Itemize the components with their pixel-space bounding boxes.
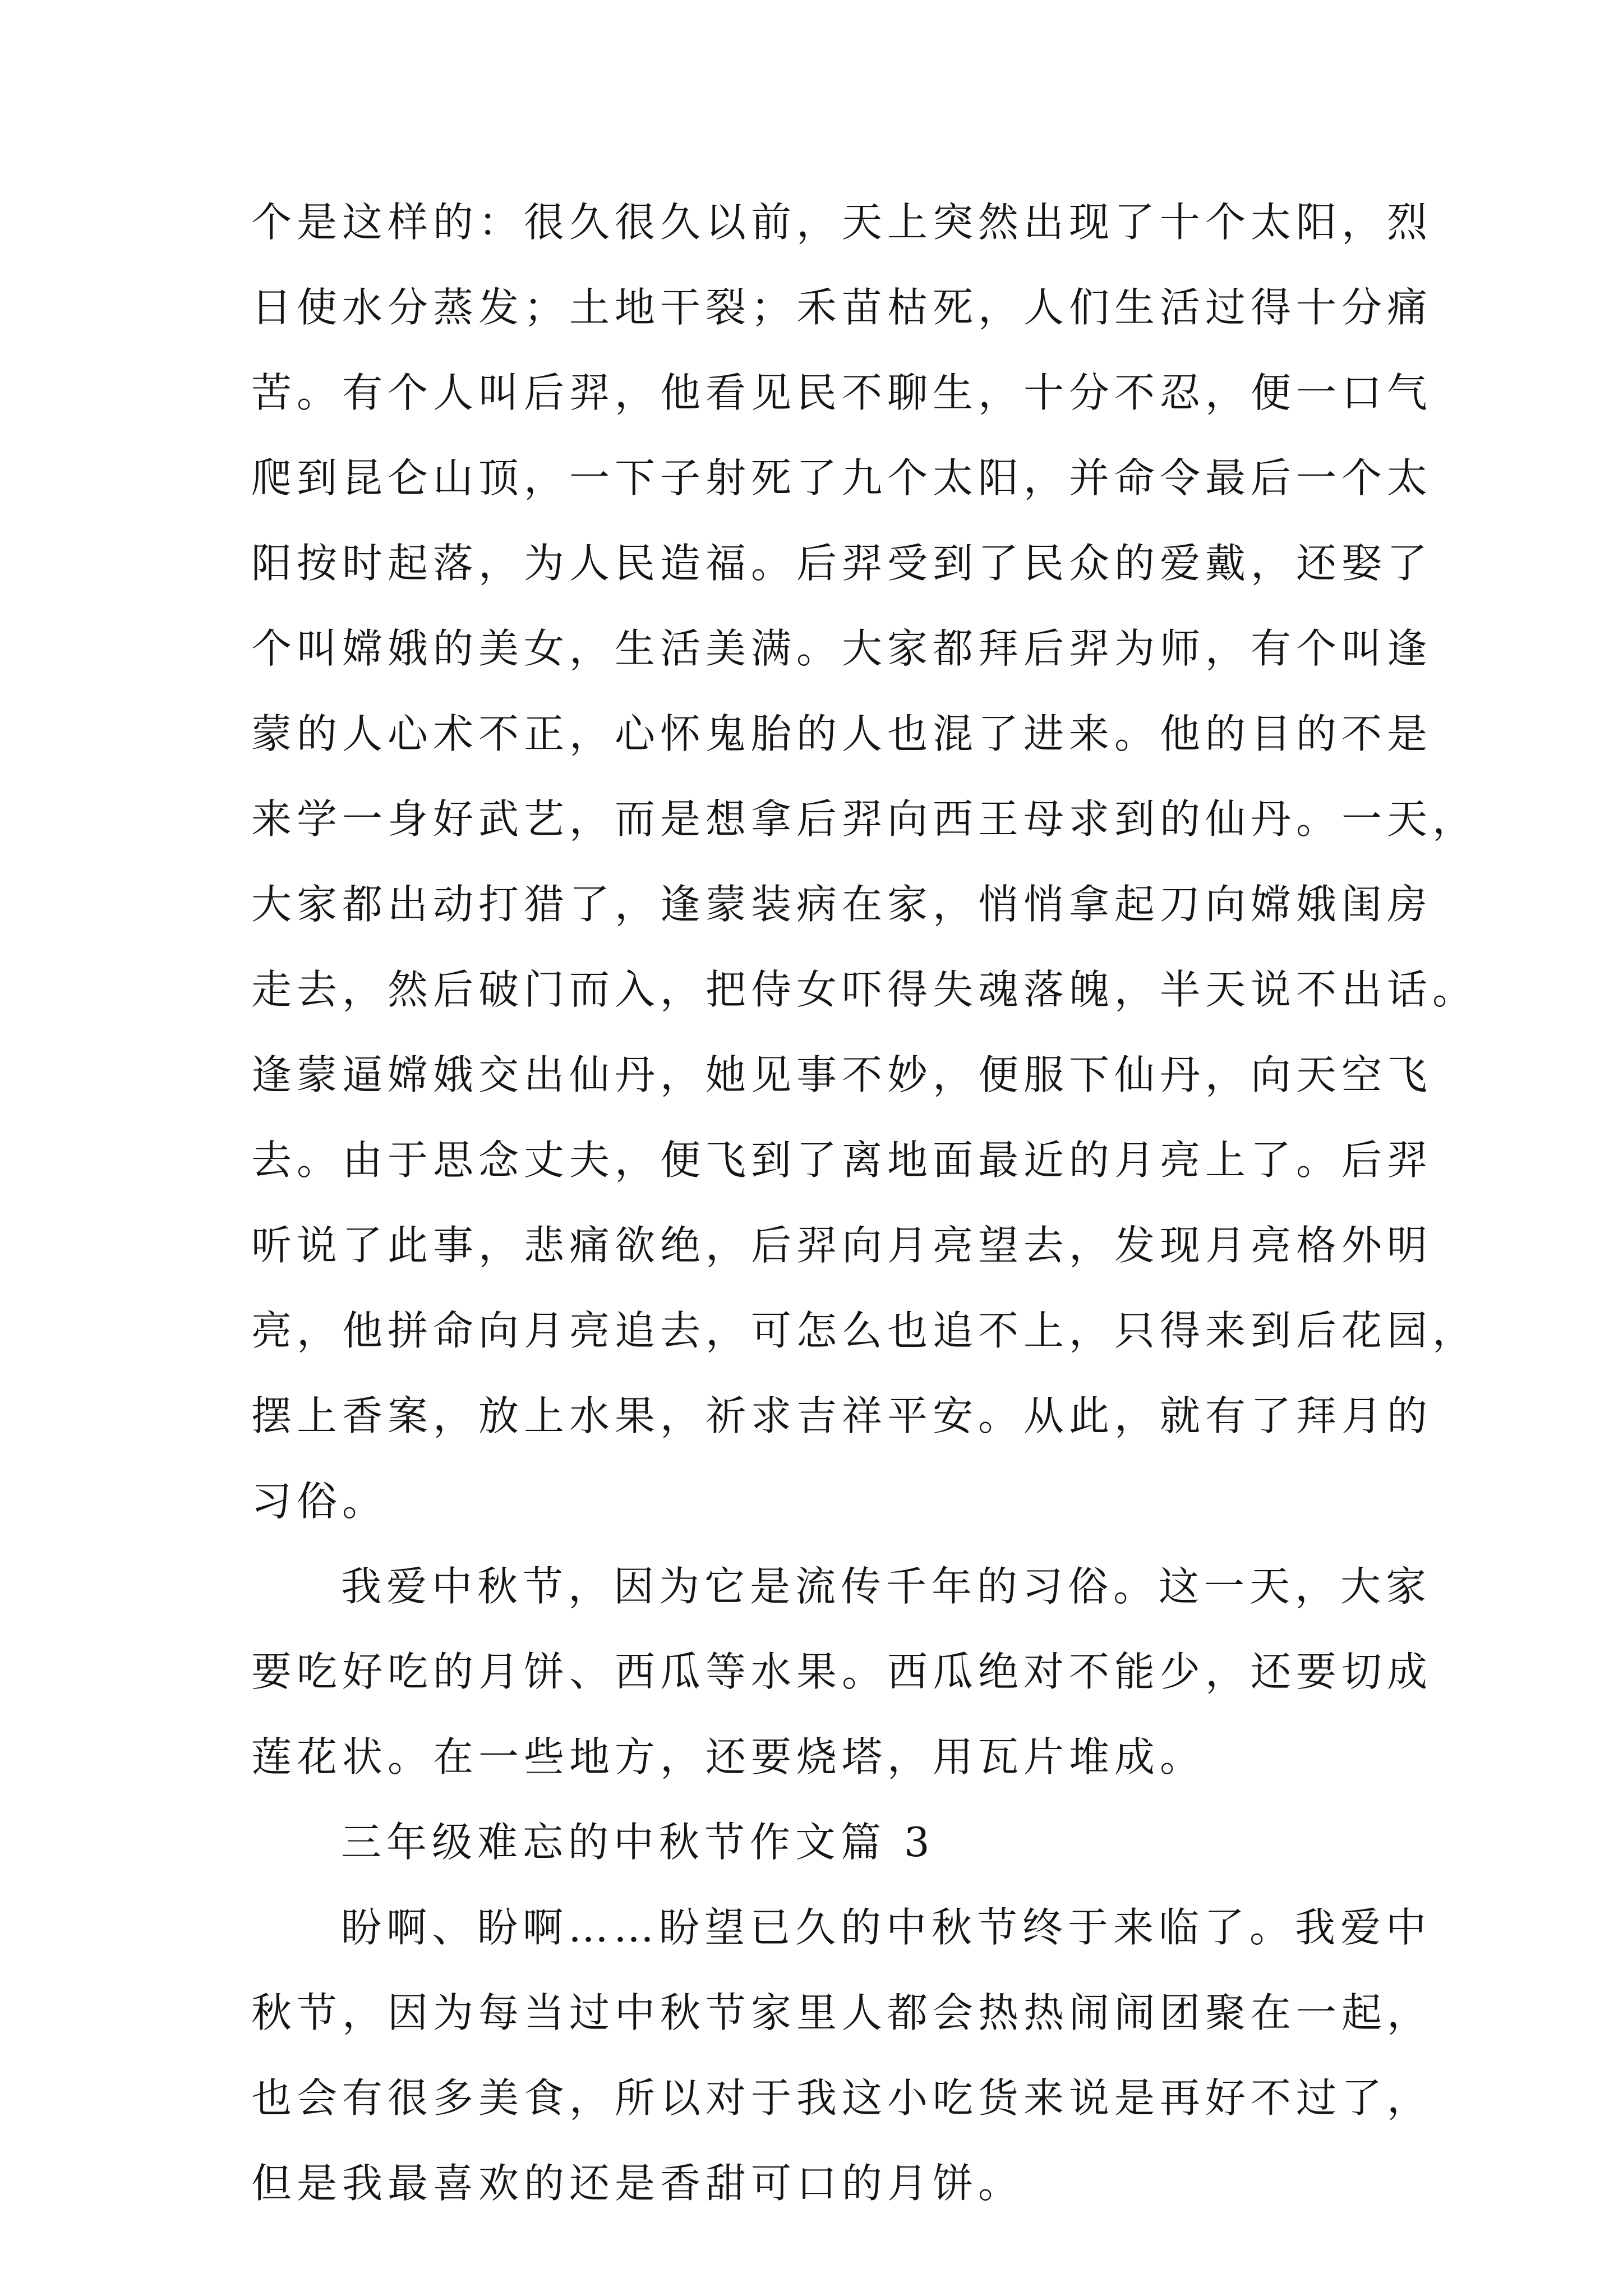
text-line: 蒙的人心术不正，心怀鬼胎的人也混了进来。他的目的不是: [251, 710, 1433, 757]
paragraph-start-line: 我爱中秋节，因为它是流传千年的习俗。这一天，大家: [341, 1563, 1432, 1610]
text-line: 莲花状。在一些地方，还要烧塔，用瓦片堆成。: [251, 1733, 1206, 1780]
text-line: 也会有很多美食，所以对于我这小吃货来说是再好不过了，: [251, 2074, 1433, 2122]
text-line: 走去，然后破门而入，把侍女吓得失魂落魄，半天说不出话。: [251, 966, 1478, 1013]
text-line: 逢蒙逼嫦娥交出仙丹，她见事不妙，便服下仙丹，向天空飞: [251, 1051, 1433, 1098]
text-line: 爬到昆仑山顶，一下子射死了九个太阳，并命令最后一个太: [251, 454, 1433, 501]
text-line: 日使水分蒸发；土地干裂；禾苗枯死，人们生活过得十分痛: [251, 284, 1433, 331]
section-heading: 三年级难忘的中秋节作文篇 3: [341, 1819, 935, 1866]
text-line: 摆上香案，放上水果，祈求吉祥平安。从此，就有了拜月的: [251, 1392, 1433, 1439]
text-line: 来学一身好武艺，而是想拿后羿向西王母求到的仙丹。一天，: [251, 795, 1478, 843]
text-line: 去。由于思念丈夫，便飞到了离地面最近的月亮上了。后羿: [251, 1137, 1433, 1184]
text-line: 亮，他拼命向月亮追去，可怎么也追不上，只得来到后花园，: [251, 1307, 1478, 1354]
text-line: 秋节，因为每当过中秋节家里人都会热热闹闹团聚在一起，: [251, 1989, 1433, 2036]
text-line: 但是我最喜欢的还是香甜可口的月饼。: [251, 2160, 1024, 2207]
text-line: 大家都出动打猎了，逢蒙装病在家，悄悄拿起刀向嫦娥闺房: [251, 881, 1433, 928]
text-line: 苦。有个人叫后羿，他看见民不聊生，十分不忍，便一口气: [251, 369, 1433, 416]
text-line: 个是这样的：很久很久以前，天上突然出现了十个太阳，烈: [251, 199, 1433, 246]
text-line: 听说了此事，悲痛欲绝，后羿向月亮望去，发现月亮格外明: [251, 1222, 1433, 1269]
text-line: 个叫嫦娥的美女，生活美满。大家都拜后羿为师，有个叫逢: [251, 625, 1433, 672]
body-text: [251, 180, 1478, 2226]
text-line: 要吃好吃的月饼、西瓜等水果。西瓜绝对不能少，还要切成: [251, 1648, 1433, 1695]
text-line: 阳按时起落，为人民造福。后羿受到了民众的爱戴，还娶了: [251, 540, 1433, 587]
text-line: 习俗。: [251, 1478, 388, 1525]
paragraph-start-line: 盼啊、盼啊……盼望已久的中秋节终于来临了。我爱中: [341, 1904, 1432, 1951]
